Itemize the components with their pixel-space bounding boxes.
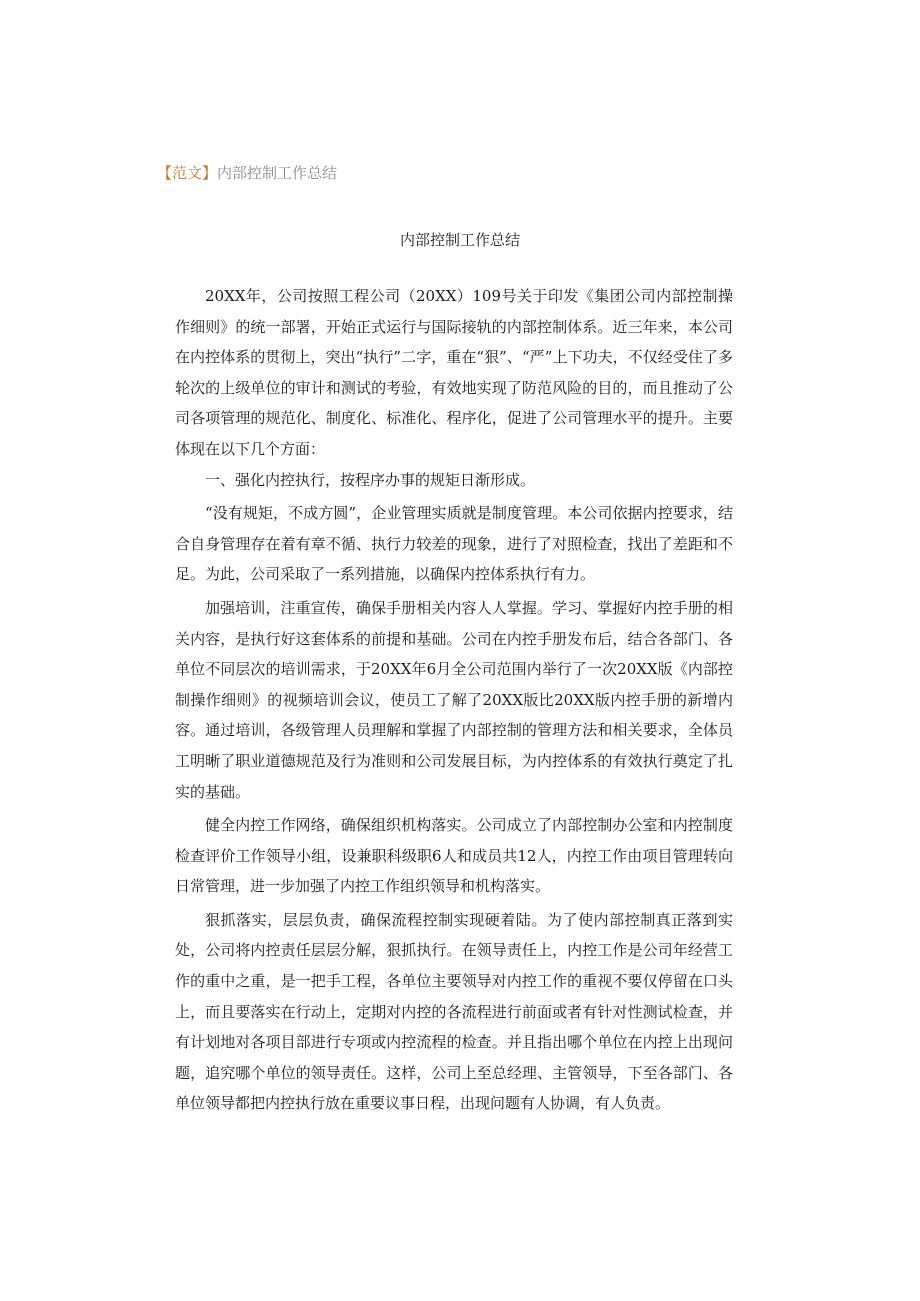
paragraph-training: 加强培训，注重宣传，确保手册相关内容人人掌握。学习、掌握好内控手册的相关内容，是执行好这套体系的前提和基础。公司在内控手册发布后，结合各部门、各单位不同层次的培训需求，于20XX年6月全公司范围内举行了一次20XX版《内部控制操作细则》的视频培训会议，使员工了解了20XX版比20XX版内控手册的新增内容。通过培训，各级管理人员理解和掌握了内部控制的管理方法和相关要求，全体员工明晰了职业道德规范及行为准则和公司发展目标，为内控体系的有效执行奠定了扎实的基础。	[175, 598, 733, 801]
paragraph-network: 健全内控工作网络，确保组织机构落实。公司成立了内部控制办公室和内控制度检查评价工作领导小组，设兼职科级职6人和成员共12人，内控工作由项目管理转向日常管理，进一步加强了内控工作组织领导和机构落实。	[175, 816, 733, 896]
document-title: 内部控制工作总结	[399, 231, 520, 249]
header-tag: 【范文】	[157, 164, 218, 182]
document-header	[157, 162, 337, 184]
paragraph-implementation: 狠抓落实，层层负责，确保流程控制实现硬着陆。为了使内部控制真正落到实处，公司将内控责任层层分解，狠抓执行。在领导责任上，内控工作是公司年经营工作的重中之重，是一把手工程，各单位主要领导对内控工作的重视不要仅停留在口头上，而且要落实在行动上，定期对内控的各流程进行前面或者有针对性测试检查，并有计划地对各项目部进行专项或内控流程的检查。并且指出哪个单位在内控上出现问题，追究哪个单位的领导责任。这样，公司上至总经理、主管领导，下至各部门、各单位领导都把内控执行放在重要议事日程，出现问题有人协调，有人负责。	[175, 910, 733, 1113]
paragraph-intro: 20XX年，公司按照工程公司（20XX）109号关于印发《集团公司内部控制操作细则》的统一部署，开始正式运行与国际接轨的内部控制体系。近三年来，本公司在内控体系的贯彻上，突出“执行”二字，重在“狠”、“严”上下功夫，不仅经受住了多轮次的上级单位的审计和测试的考验，有效地实现了防范风险的目的，而且推动了公司各项管理的规范化、制度化、标准化、程序化，促进了公司管理水平的提升。主要体现在以下几个方面：	[175, 287, 733, 458]
header-text: 内部控制工作总结	[217, 164, 338, 182]
paragraph-rules: “没有规矩，不成方圆”，企业管理实质就是制度管理。本公司依据内控要求，结合自身管理存在着有章不循、执行力较差的现象，进行了对照检查，找出了差距和不足。为此，公司采取了一系列措施，以确保内控体系执行有力。	[175, 504, 733, 584]
document-body	[175, 281, 733, 1119]
section-heading-1: 一、强化内控执行，按程序办事的规矩日渐形成。	[205, 470, 536, 489]
